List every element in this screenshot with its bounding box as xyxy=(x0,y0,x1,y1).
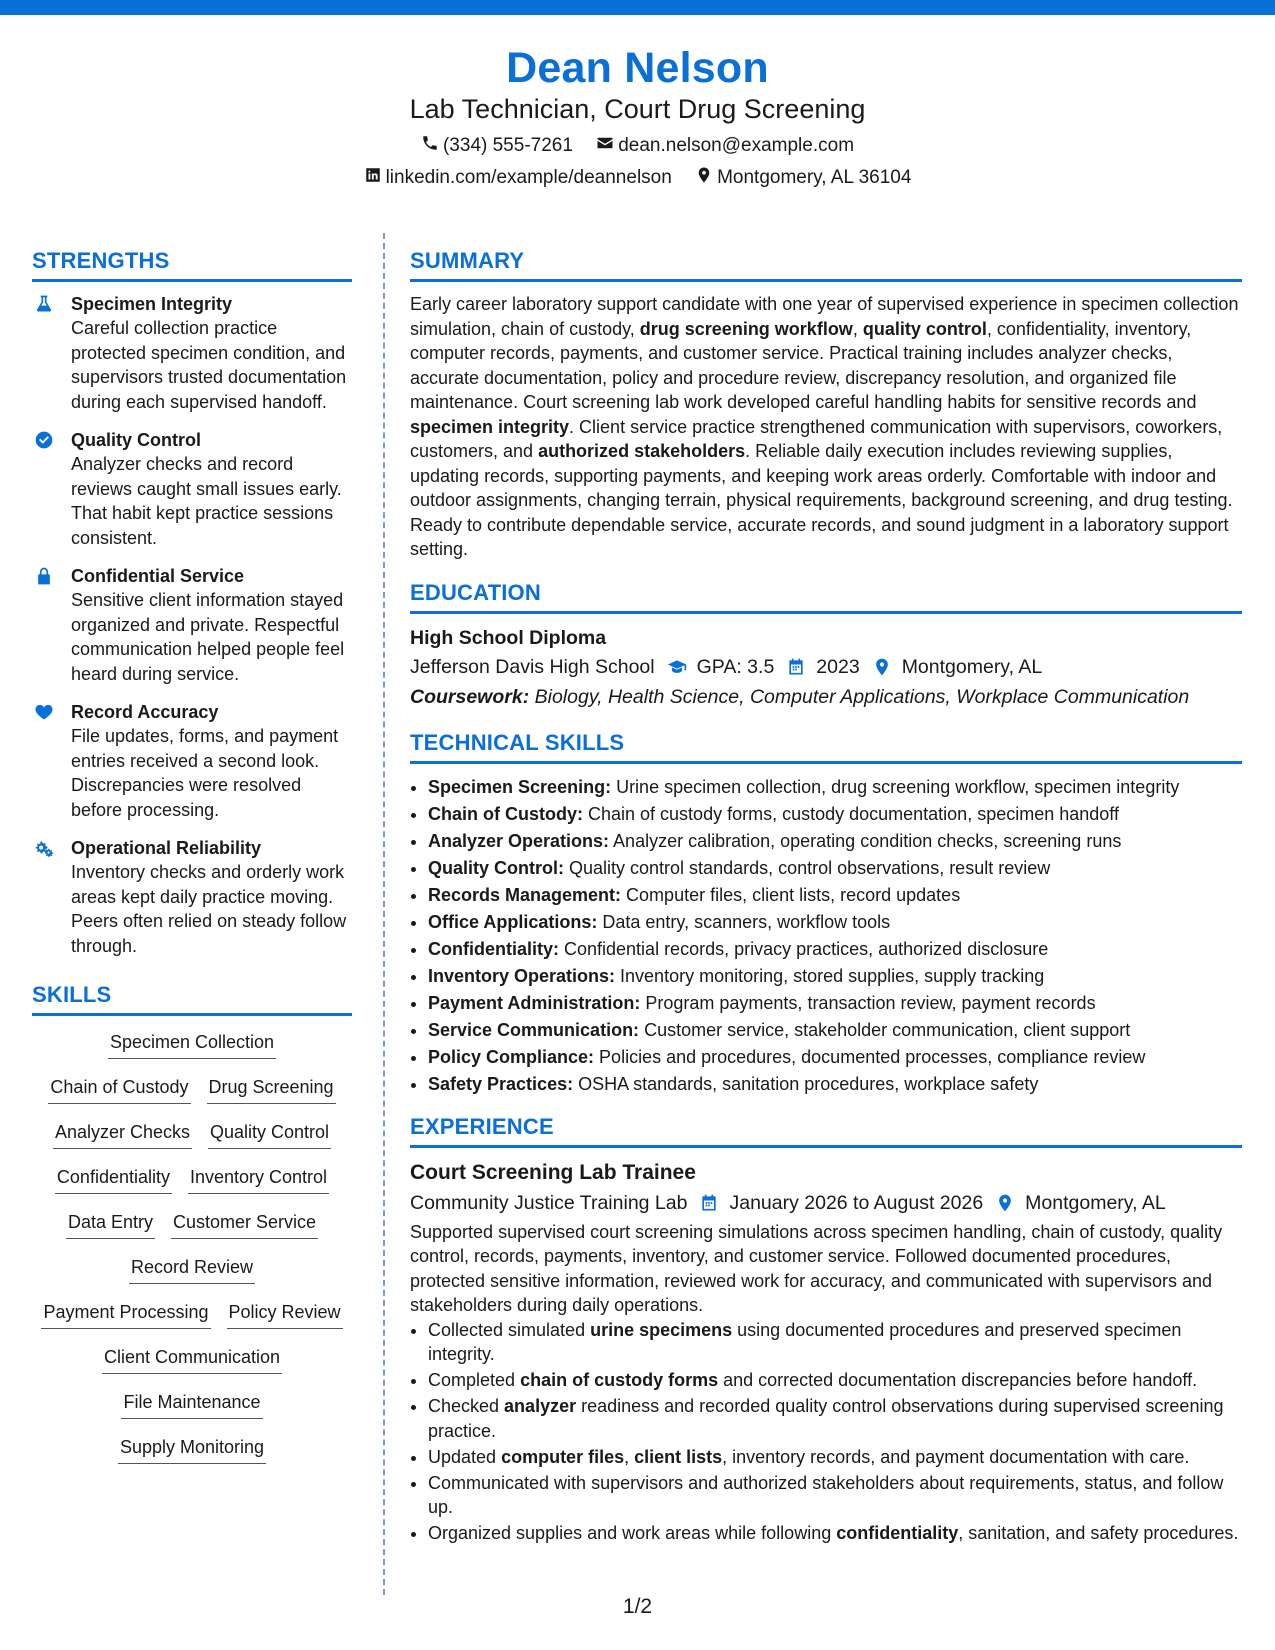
experience-bullet: • Updated computer files, client lists, inventory records, and payment documentation with care. xyxy=(428,1445,1242,1470)
skill-row xyxy=(32,1345,352,1390)
email-item xyxy=(596,134,854,158)
coursework: Coursework: Biology, Health Science, Computer Applications, Workplace Communication xyxy=(410,685,1190,708)
skill-tag: Supply Monitoring xyxy=(118,1435,266,1464)
education-title: EDUCATION xyxy=(410,580,1242,614)
technical-skill-item: • Payment Administration: Program payments, transaction review, payment records xyxy=(428,990,1242,1017)
strength-desc: Analyzer checks and record reviews caught small issues early. That habit kept practice sessions consistent. xyxy=(71,454,342,548)
check-circle-icon xyxy=(34,430,54,450)
education-details xyxy=(410,652,1242,682)
email-text[interactable]: dean.nelson@example.com xyxy=(618,135,855,156)
education-location: Montgomery, AL xyxy=(901,655,1043,678)
strength-title: Quality Control xyxy=(71,430,201,450)
map-pin-icon xyxy=(695,166,717,190)
left-column xyxy=(32,248,352,1480)
skill-tag: Drug Screening xyxy=(207,1075,336,1104)
skills-title: SKILLS xyxy=(32,982,352,1016)
job-title: Court Screening Lab Trainee xyxy=(410,1160,696,1184)
phone-icon xyxy=(421,134,443,158)
skill-row xyxy=(32,1030,352,1075)
skill-tag: Analyzer Checks xyxy=(53,1120,192,1149)
skill-tag: Specimen Collection xyxy=(108,1030,276,1059)
phone-item xyxy=(421,134,573,158)
candidate-role: Lab Technician, Court Drug Screening xyxy=(409,94,866,124)
skill-tag: Customer Service xyxy=(171,1210,318,1239)
strength-desc: Inventory checks and orderly work areas kept daily practice moving. Peers often relied on steady follow through. xyxy=(71,862,347,956)
top-accent-bar xyxy=(0,0,1275,15)
skill-tag: Record Review xyxy=(129,1255,255,1284)
calendar-icon xyxy=(786,657,806,677)
strength-desc: Sensitive client information stayed organized and private. Respectful communication helped people feel heard during service. xyxy=(71,590,345,684)
technical-skill-item: • Specimen Screening: Urine specimen collection, drug screening workflow, specimen integrity xyxy=(428,774,1242,801)
location-item xyxy=(695,166,911,190)
strengths-title: STRENGTHS xyxy=(32,248,352,282)
strength-title: Specimen Integrity xyxy=(71,294,233,314)
strength-item xyxy=(32,428,352,550)
page-number: 1/2 xyxy=(622,1595,653,1618)
skill-tag: Quality Control xyxy=(208,1120,331,1149)
skill-tag: Payment Processing xyxy=(41,1300,210,1329)
experience-bullet: • Checked analyzer readiness and recorded quality control observations during supervised screening practice. xyxy=(428,1394,1242,1443)
contact-row-2 xyxy=(0,166,1275,190)
skill-tag: Client Communication xyxy=(102,1345,282,1374)
technical-skill-item: • Chain of Custody: Chain of custody forms, custody documentation, specimen handoff xyxy=(428,801,1242,828)
strength-desc: Careful collection practice protected specimen condition, and supervisors trusted documentation during each supervised handoff. xyxy=(71,318,347,412)
skill-row xyxy=(32,1255,352,1300)
gpa: GPA: 3.5 xyxy=(696,655,775,678)
job-description: Supported supervised court screening simulations across specimen handling, chain of custody, quality control, records, payments, inventory, and customer service. Followed documented procedures, protected sensitive information, reviewed work for accuracy, and communicated with supervisors and stakeholders during daily operations. xyxy=(410,1221,1223,1315)
phone-text[interactable]: (334) 555-7261 xyxy=(442,135,573,156)
column-divider xyxy=(383,233,385,1595)
skill-row xyxy=(32,1435,352,1480)
technical-skill-item: • Confidentiality: Confidential records, privacy practices, authorized disclosure xyxy=(428,936,1242,963)
gears-icon xyxy=(34,838,54,858)
linkedin-text[interactable]: linkedin.com/example/deannelson xyxy=(385,167,672,188)
right-column xyxy=(410,248,1242,1547)
company-name: Community Justice Training Lab xyxy=(410,1191,688,1214)
skill-tag: Data Entry xyxy=(66,1210,155,1239)
skill-row xyxy=(32,1210,352,1255)
experience-bullets xyxy=(410,1318,1242,1546)
graduation-cap-icon xyxy=(667,657,687,677)
candidate-name: Dean Nelson xyxy=(506,44,769,92)
skill-tag: Confidentiality xyxy=(55,1165,172,1194)
skill-row xyxy=(32,1390,352,1435)
linkedin-item xyxy=(364,166,672,190)
technical-skill-item: • Records Management: Computer files, client lists, record updates xyxy=(428,882,1242,909)
summary-text: Early career laboratory support candidate with one year of supervised experience in specimen collection simulation, chain of custody, drug screening workflow, quality control, confidentiality, inventory, computer records, payments, and customer service. Practical training includes analyzer checks, accurate documentation, policy and procedure review, discrepancy resolution, and organized file maintenance. Court screening lab work developed careful handling habits for sensitive records and specimen integrity. Client service practice strengthened communication with supervisors, coworkers, customers, and authorized stakeholders. Reliable daily execution includes reviewing supplies, updating records, supporting payments, and keeping work areas orderly. Comfortable with indoor and outdoor assignments, changing terrain, physical requirements, background screening, and drug testing. Ready to contribute dependable service, accurate records, and sound judgment in a laboratory support setting. xyxy=(410,294,1239,559)
technical-skill-item: • Quality Control: Quality control standards, control observations, result review xyxy=(428,855,1242,882)
skill-row xyxy=(32,1300,352,1345)
skill-tag: File Maintenance xyxy=(121,1390,262,1419)
skills-list xyxy=(32,1026,352,1480)
school-name: Jefferson Davis High School xyxy=(410,655,655,678)
email-icon xyxy=(596,134,618,158)
technical-skill-item: • Safety Practices: OSHA standards, sanitation procedures, workplace safety xyxy=(428,1071,1242,1098)
job-dates: January 2026 to August 2026 xyxy=(729,1191,984,1214)
strength-desc: File updates, forms, and payment entries received a second look. Discrepancies were resolved before processing. xyxy=(71,726,339,820)
calendar-icon xyxy=(699,1193,719,1213)
experience-bullet: • Collected simulated urine specimens using documented procedures and preserved specimen integrity. xyxy=(428,1318,1242,1367)
job-location: Montgomery, AL xyxy=(1025,1191,1166,1214)
degree: High School Diploma xyxy=(410,626,607,649)
technical-skills-list xyxy=(410,774,1242,1098)
skill-row xyxy=(32,1165,352,1210)
skill-tag: Inventory Control xyxy=(188,1165,329,1194)
skill-tag: Policy Review xyxy=(227,1300,343,1329)
strength-item xyxy=(32,700,352,822)
experience-bullet: • Completed chain of custody forms and corrected documentation discrepancies before handoff. xyxy=(428,1368,1242,1393)
experience-bullet: • Organized supplies and work areas while following confidentiality, sanitation, and safety procedures. xyxy=(428,1521,1242,1546)
technical-skill-item: • Inventory Operations: Inventory monitoring, stored supplies, supply tracking xyxy=(428,963,1242,990)
technical-skill-item: • Policy Compliance: Policies and procedures, documented processes, compliance review xyxy=(428,1044,1242,1071)
strength-title: Confidential Service xyxy=(71,566,245,586)
job-details xyxy=(410,1188,1242,1218)
graduation-year: 2023 xyxy=(816,655,860,678)
lock-icon xyxy=(34,566,54,586)
strength-title: Record Accuracy xyxy=(71,702,219,722)
technical-skill-item: • Service Communication: Customer service, stakeholder communication, client support xyxy=(428,1017,1242,1044)
contact-row-1 xyxy=(0,134,1275,158)
technical-skill-item: • Analyzer Operations: Analyzer calibration, operating condition checks, screening runs xyxy=(428,828,1242,855)
linkedin-icon xyxy=(364,166,386,190)
skill-row xyxy=(32,1075,352,1120)
summary-title: SUMMARY xyxy=(410,248,1242,282)
strength-title: Operational Reliability xyxy=(71,838,262,858)
map-pin-icon xyxy=(872,657,892,677)
experience-bullet: • Communicated with supervisors and authorized stakeholders about requirements, status, and follow up. xyxy=(428,1471,1242,1520)
experience-title: EXPERIENCE xyxy=(410,1114,1242,1148)
skill-tag: Chain of Custody xyxy=(48,1075,190,1104)
strength-item xyxy=(32,292,352,414)
technical-skills-title: TECHNICAL SKILLS xyxy=(410,730,1242,764)
flask-icon xyxy=(34,294,54,314)
location-text: Montgomery, AL 36104 xyxy=(717,167,912,188)
technical-skill-item: • Office Applications: Data entry, scanners, workflow tools xyxy=(428,909,1242,936)
map-pin-icon xyxy=(995,1193,1015,1213)
heart-icon xyxy=(34,702,54,722)
strength-item xyxy=(32,564,352,686)
skill-row xyxy=(32,1120,352,1165)
strength-item xyxy=(32,836,352,958)
